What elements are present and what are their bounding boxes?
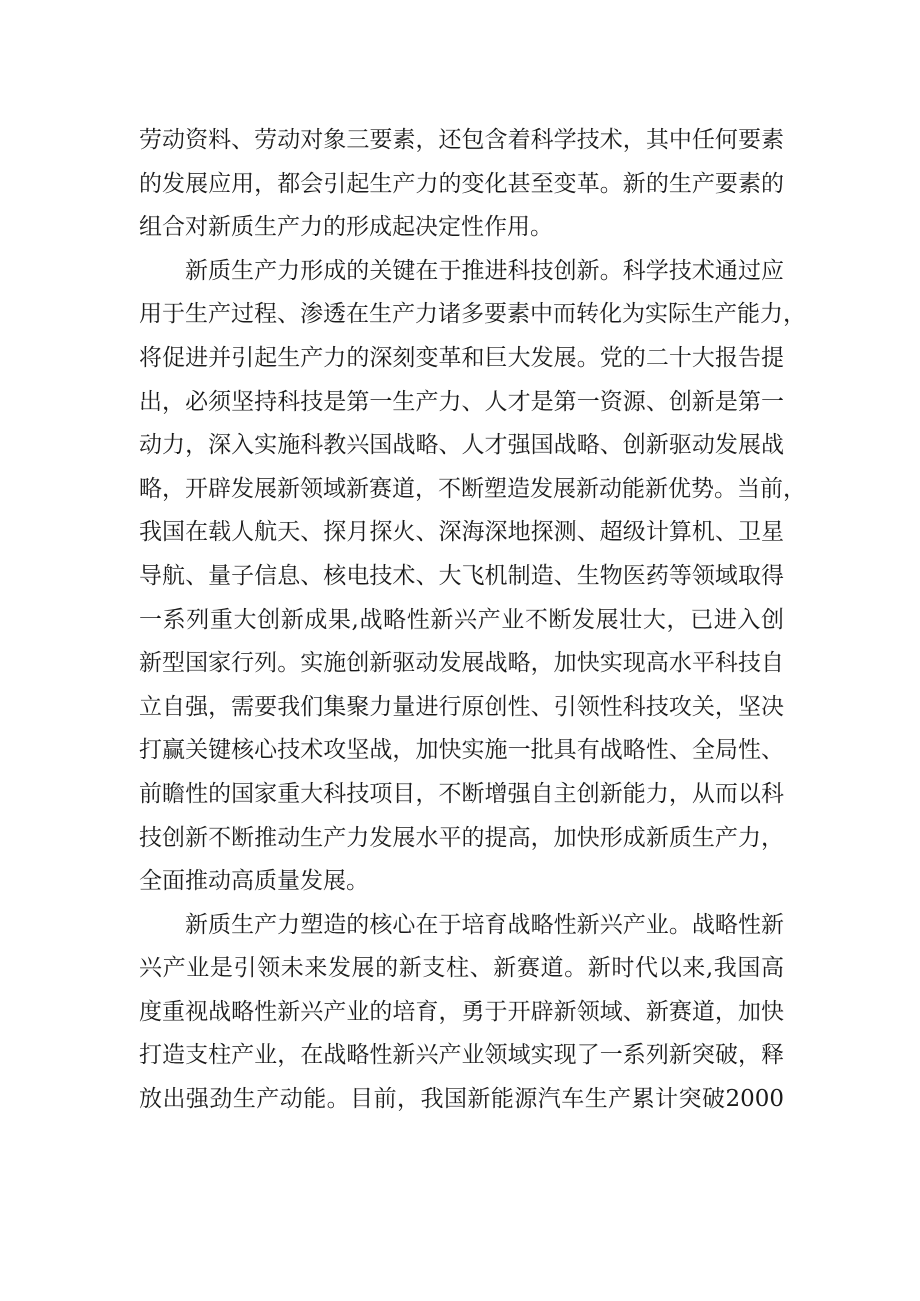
text-line: 新型国家行列。实施创新驱动发展战略，加快实现高水平科技自 bbox=[139, 650, 784, 677]
text-line: 打造支柱产业，在战略性新兴产业领域实现了一系列新突破，释 bbox=[139, 1042, 784, 1069]
text-line: 动力，深入实施科教兴国战略、人才强国战略、创新驱动发展战 bbox=[139, 432, 784, 459]
text-line: 兴产业是引领未来发展的新支柱、新赛道。新时代以来,我国高 bbox=[139, 955, 784, 982]
text-line: 度重视战略性新兴产业的培育，勇于开辟新领域、新赛道，加快 bbox=[139, 998, 784, 1025]
text-line: 全面推动高质量发展。 bbox=[139, 868, 369, 895]
text-line: 劳动资料、劳动对象三要素，还包含着科学技术，其中任何要素 bbox=[139, 127, 784, 153]
text-line: 打赢关键核心技术攻坚战，加快实施一批具有战略性、全局性、 bbox=[139, 737, 784, 764]
text-line: 的发展应用，都会引起生产力的变化甚至变革。新的生产要素的 bbox=[139, 170, 784, 197]
body-text bbox=[139, 119, 806, 1122]
text-line: 出，必须坚持科技是第一生产力、人才是第一资源、创新是第一 bbox=[139, 388, 784, 415]
text-line: 将促进并引起生产力的深刻变革和巨大发展。党的二十大报告提 bbox=[139, 344, 784, 371]
text-line: 组合对新质生产力的形成起决定性作用。 bbox=[139, 214, 553, 241]
text-line: 我国在载人航天、探月探火、深海深地探测、超级计算机、卫星 bbox=[139, 519, 784, 546]
text-line: 前瞻性的国家重大科技项目，不断增强自主创新能力，从而以科 bbox=[139, 780, 784, 807]
text-line: 导航、量子信息、核电技术、大飞机制造、生物医药等领域取得 bbox=[139, 562, 784, 589]
text-line: 放出强劲生产动能。目前，我国新能源汽车生产累计突破2000 bbox=[139, 1086, 784, 1113]
paragraph-first-line: 新质生产力塑造的核心在于培育战略性新兴产业。战略性新 bbox=[185, 911, 784, 938]
text-line: 略，开辟发展新领域新赛道，不断塑造发展新动能新优势。当前， bbox=[139, 475, 806, 502]
text-line: 立自强，需要我们集聚力量进行原创性、引领性科技攻关，坚决 bbox=[139, 693, 784, 720]
text-line: 技创新不断推动生产力发展水平的提高，加快形成新质生产力， bbox=[139, 824, 784, 851]
text-line: 用于生产过程、渗透在生产力诸多要素中而转化为实际生产能力， bbox=[139, 301, 806, 328]
paragraph-first-line: 新质生产力形成的关键在于推进科技创新。科学技术通过应 bbox=[185, 257, 784, 284]
text-line: 一系列重大创新成果,战略性新兴产业不断发展壮大，已进入创 bbox=[139, 606, 784, 633]
